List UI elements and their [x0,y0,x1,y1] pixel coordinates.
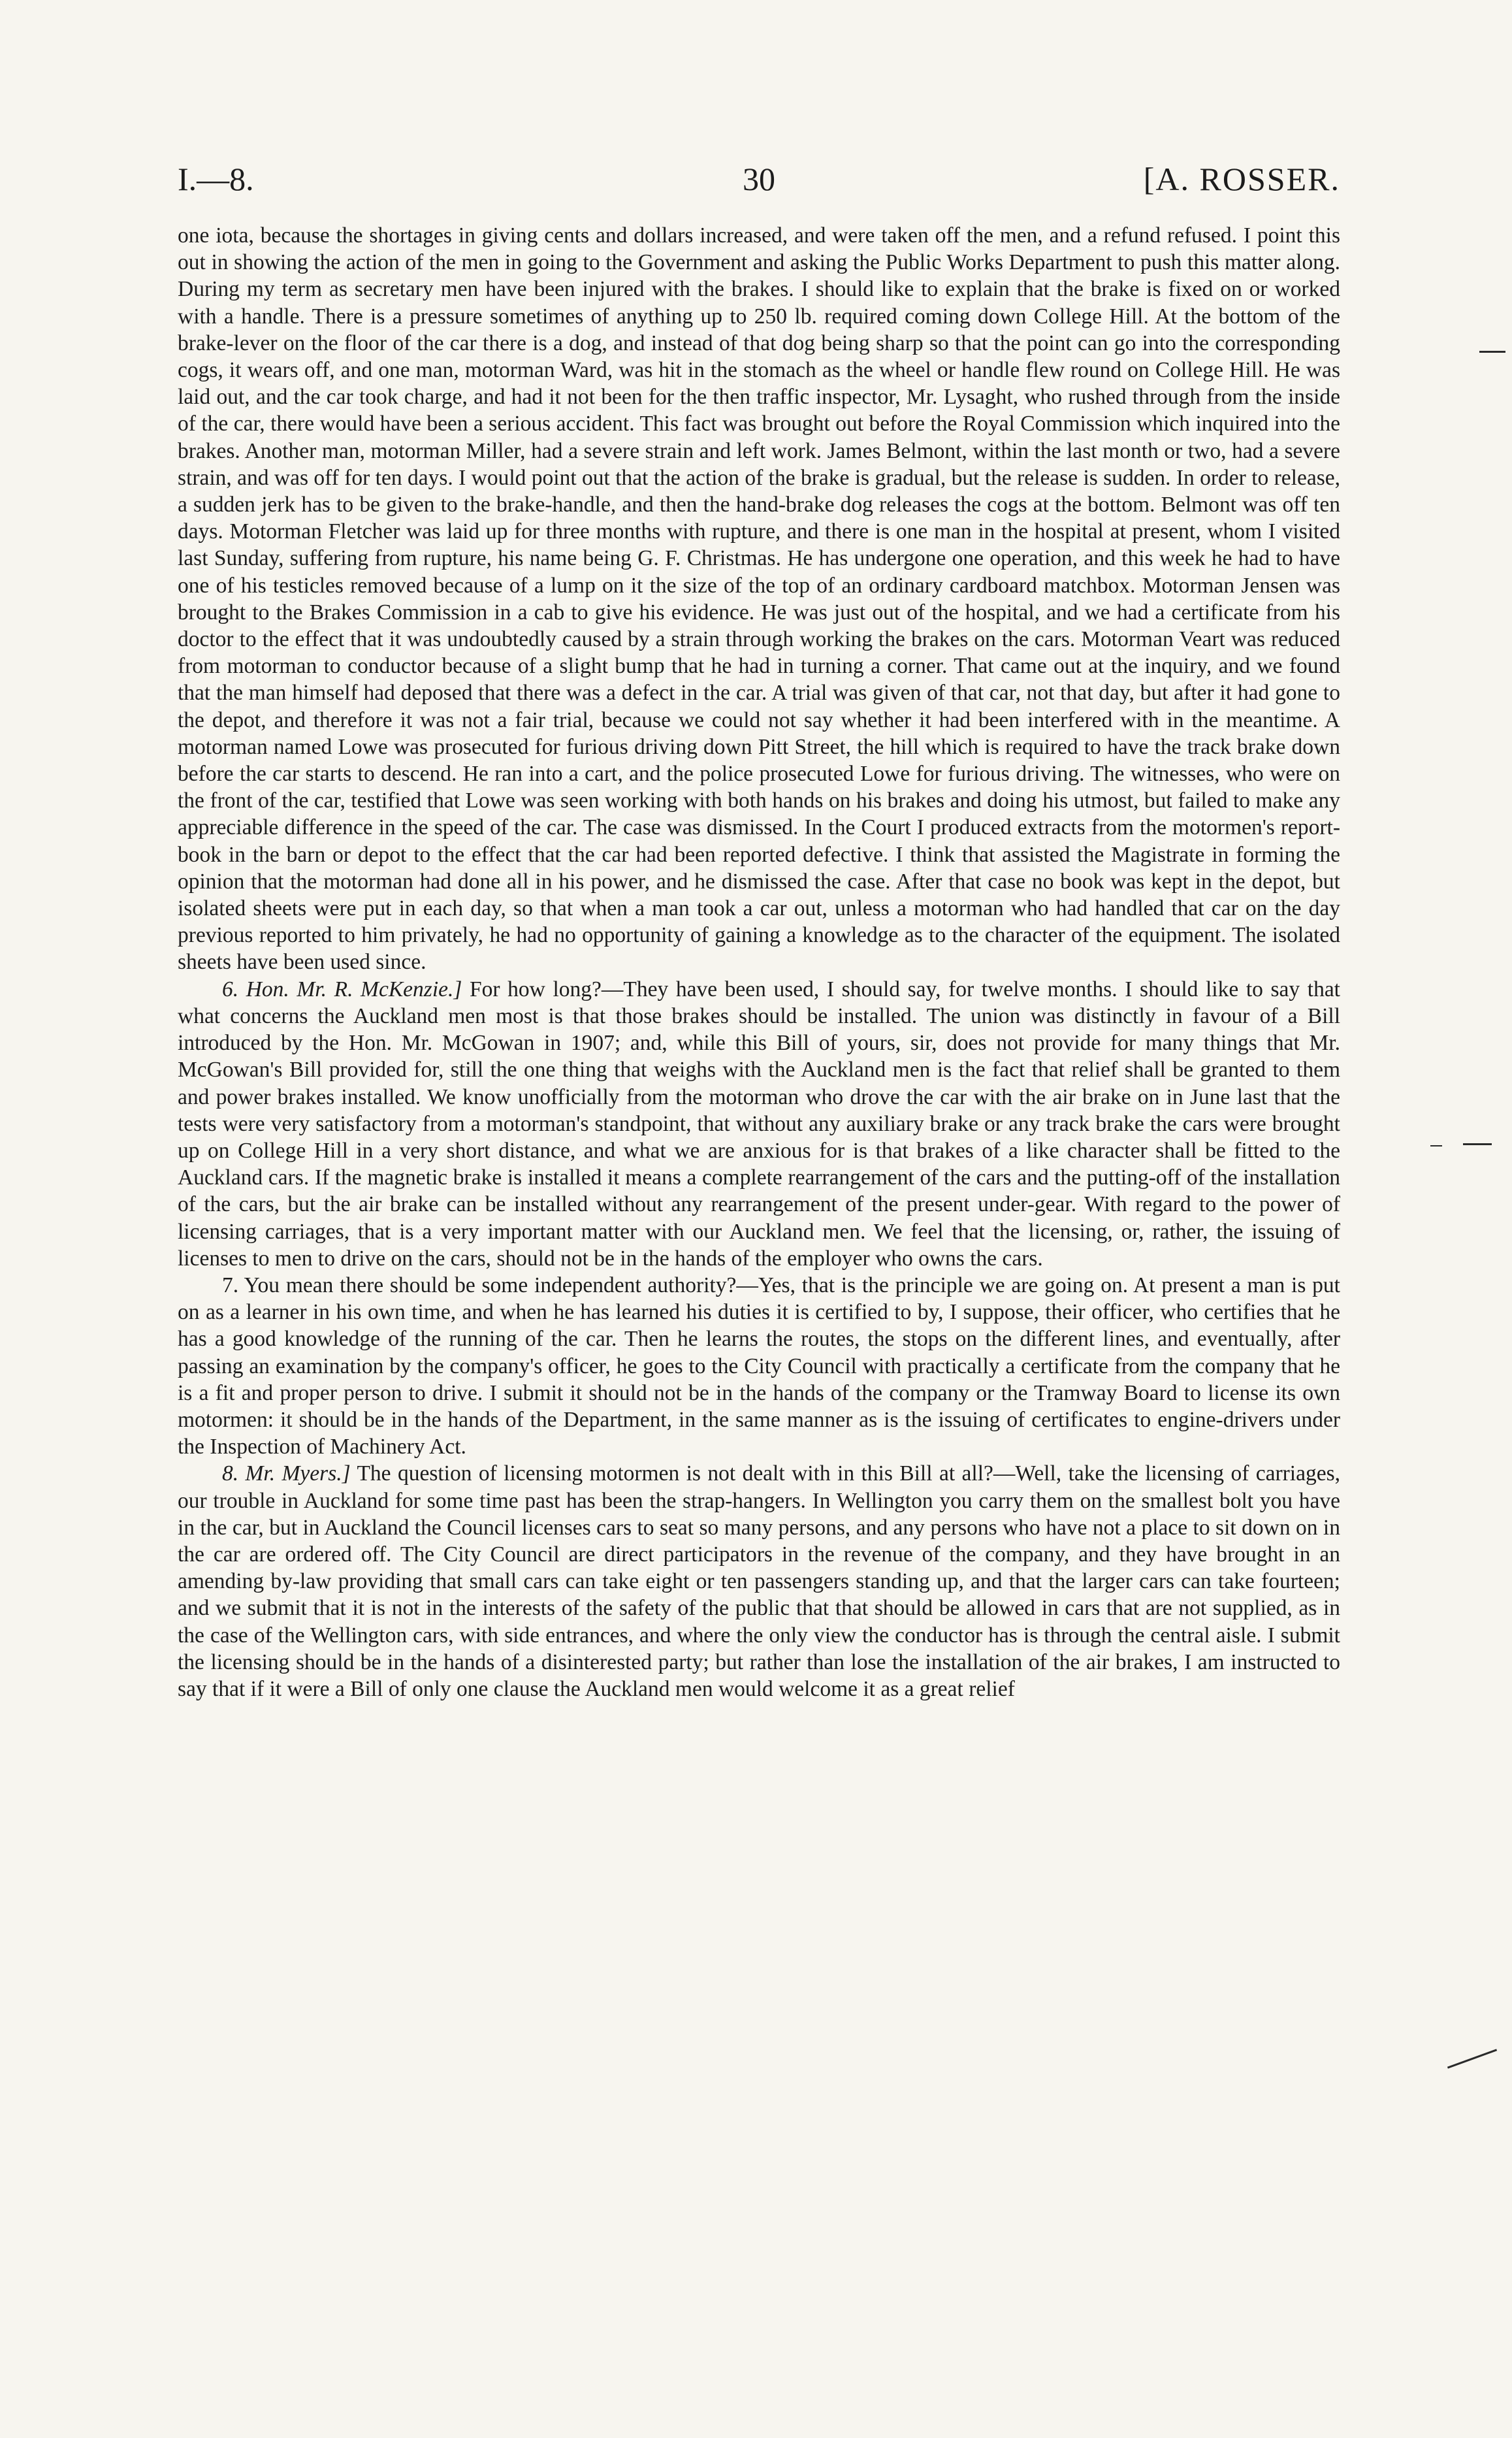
paragraph-continued [178,222,1340,976]
speaker-label: 6. Hon. Mr. R. McKenzie.] [222,977,462,1001]
margin-mark [1430,1145,1442,1146]
speaker-label: 8. Mr. Myers.] [222,1461,351,1486]
page-header [178,159,1340,212]
question-7 [178,1272,1340,1460]
paragraph-text: one iota, because the shortages in giving cents and dollars increased, and were taken off the men, and a refund refused. I point this out in showing the action of the men in going to the Government and asking the Public Works Department to push this matter along. During my term as secretary men have been injured with the brakes. I should like to explain that the brake is fixed on or worked with a handle. There is a pressure sometimes of anything up to 250 lb. required coming down College Hill. At the bottom of the brake-lever on the floor of the car there is a dog, and instead of that dog being sharp so that the point can go into the corresponding cogs, it wears off, and one man, motorman Ward, was hit in the stomach as the wheel or handle flew round on College Hill. He was laid out, and the car took charge, and had it not been for the then traffic inspector, Mr. Lysaght, who rushed through from the inside of the car, there would have been a serious accident. This fact was brought out before the Royal Commission which inquired into the brakes. Another man, motorman Miller, had a severe strain and left work. James Belmont, within the last month or two, had a severe strain, and was off for ten days. I would point out that the action of the brake is gradual, but the release is sudden. In order to release, a sudden jerk has to be given to the brake-handle, and then the hand-brake dog releases the cogs at the bottom. Belmont was off ten days. Motorman Fletcher was laid up for three months with rupture, and there is one man in the hospital at present, whom I visited last Sunday, suffering from rupture, his name being G. F. Christmas. He has undergone one operation, and this week he had to have one of his testicles removed because of a lump on it the size of the top of an ordinary cardboard matchbox. Motorman Jensen was brought to the Brakes Commission in a cab to give his evidence. He was just out of the hospital, and we had a certificate from his doctor to the effect that it was undoubtedly caused by a strain through working the brakes on the cars. Motorman Veart was reduced from motorman to conductor because of a slight bump that he had in turning a corner. That came out at the inquiry, and we found that the man himself had deposed that there was a defect in the car. A trial was given of that car, not that day, but after it had gone to the depot, and therefore it was not a fair trial, because we could not say whether it had been interfered with in the meantime. A motorman named Lowe was prosecuted for furious driving down Pitt Street, the hill which is required to have the track brake down before the car starts to descend. He ran into a cart, and the police prosecuted Lowe for furious driving. The witnesses, who were on the front of the car, testified that Lowe was seen working with both hands on his brakes and doing his utmost, but failed to make any appreciable difference in the speed of the car. The case was dismissed. In the Court I produced extracts from the motormen's report-book in the barn or depot to the effect that the car had been reported defective. I think that assisted the Magistrate in forming the opinion that the motorman had done all in his power, and he dismissed the case. After that case no book was kept in the depot, but isolated sheets were put in each day, so that when a man took a car out, unless a motorman who had handled that car on the day previous reported to him privately, he had no opportunity of gaining a knowledge as to the character of the equipment. The isolated sheets have been used since. [178,223,1340,975]
page-number: 30 [743,161,775,197]
testimony-body [178,222,1340,1702]
paper-reference: I.—8. [178,161,254,197]
witness-name: [A. ROSSER. [1143,161,1340,197]
paragraph-text: The question of licensing motormen is not dealt with in this Bill at all?—Well, take the licensing of carriages, our trouble in Auckland for some time past has been the strap-hangers. In Wellington you carry them on the smallest bolt you have in the car, but in Auckland the Council licenses cars to seat so many persons, and any persons who have not a place to sit down on in the car are ordered off. The City Council are direct participators in the revenue of the company, and they have brought in an amending by-law providing that small cars can take eight or ten passengers standing up, and that the larger cars can take fourteen; and we submit that it is not in the interests of the safety of the public that that should be allowed in cars that are not supplied, as in the case of the Wellington cars, with side entrances, and where the only view the conductor has is through the central aisle. I submit the licensing should be in the hands of a disinterested party; but rather than lose the installation of the air brakes, I am instructed to say that if it were a Bill of only one clause the Auckland men would welcome it as a great relief [178,1461,1341,1701]
margin-mark [1447,2049,1497,2068]
question-8 [178,1460,1340,1702]
margin-mark [1463,1143,1492,1145]
paragraph-text: For how long?—They have been used, I should say, for twelve months. I should like to say that what concerns the Auckland men most is that those brakes should be installed. The union was distinctly in favour of a Bill introduced by the Hon. Mr. McGowan in 1907; and, while this Bill of yours, sir, does not provide for many things that Mr. McGowan's Bill provided for, still the one thing that weighs with the Auckland men is the fact that relief shall be granted to them and power brakes installed. We know unofficially from the motorman who drove the car with the air brake on in June last that the tests were very satisfactory from a motorman's standpoint, that without any auxiliary brake or any track brake the cars were brought up on College Hill in a very short distance, and what we are anxious for is that brakes of a like character shall be fitted to the Auckland cars. If the magnetic brake is installed it means a complete rearrangement of the cars and the putting-off of the installation of the cars, but the air brake can be installed without any rearrangement of the present under-gear. With regard to the power of licensing carriages, that is a very important matter with our Auckland men. We feel that the licensing, or, rather, the issuing of licenses to men to drive on the cars, should not be in the hands of the employer who owns the cars. [178,977,1340,1271]
question-6 [178,976,1340,1272]
paragraph-text: 7. You mean there should be some independent authority?—Yes, that is the principle we are going on. At present a man is put on as a learner in his own time, and when he has learned his duties it is certified to by, I suppose, their officer, who certifies that he has a good knowledge of the running of the car. Then he learns the routes, the stops on the different lines, and eventually, after passing an examination by the company's officer, he goes to the City Council with practically a certificate from the company that he is a fit and proper person to drive. I submit it should not be in the hands of the company or the Tramway Board to license its own motormen: it should be in the hands of the Department, in the same manner as is the issuing of certificates to engine-drivers under the Inspection of Machinery Act. [178,1273,1340,1459]
margin-mark [1479,351,1505,353]
